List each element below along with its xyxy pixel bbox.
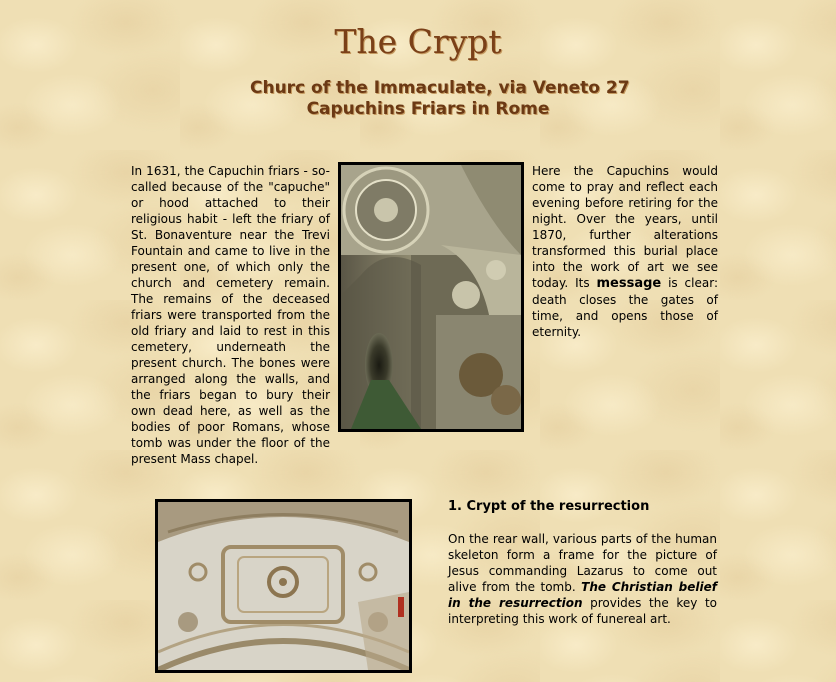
intro-side-paragraph <box>532 163 718 340</box>
subtitle-line-1: Churc of the Immaculate, via Veneto 27 <box>250 78 630 98</box>
resurrection-paragraph <box>448 531 717 627</box>
section-heading-resurrection: 1. Crypt of the resurrection <box>448 499 650 514</box>
resurrection-emphasis: The Christian belief in the resurrection <box>448 580 717 610</box>
crypt-corridor-photo <box>338 162 524 432</box>
resurrection-text-end: provides the key to interpreting this work of funereal art. <box>448 596 717 626</box>
intro-side-text-end: is clear: death closes the gates of time, and opens those of eternity. <box>532 276 718 339</box>
page-title: The Crypt <box>334 22 502 61</box>
message-emphasis: message <box>596 276 662 291</box>
intro-side-text-start: Here the Capuchins would come to pray and reflect each evening before retiring for the night. Over the years, until 1870, further alterations transformed this burial place into the work of art we see today. Its <box>532 164 718 290</box>
subtitle-line-2: Capuchins Friars in Rome <box>306 99 550 119</box>
page-subtitle <box>250 78 630 120</box>
crypt-ceiling-photo <box>155 499 412 673</box>
intro-paragraph: In 1631, the Capuchin friars - so-called because of the "capuche" or hood attached to their religious habit - left the friary of St. Bonaventure near the Trevi Fountain and came to live in the present one, of which only the church and cemetery remain. The remains of the deceased friars were transported from the old friary and laid to rest in this cemetery, underneath the present church. The bones were arranged along the walls, and the friars began to bury their own dead here, as well as the bodies of poor Romans, whose tomb was under the floor of the present Mass chapel. <box>131 164 330 466</box>
resurrection-text-start: On the rear wall, various parts of the human skeleton form a frame for the picture of Jesus commanding Lazarus to come out alive from the tomb. <box>448 532 717 594</box>
